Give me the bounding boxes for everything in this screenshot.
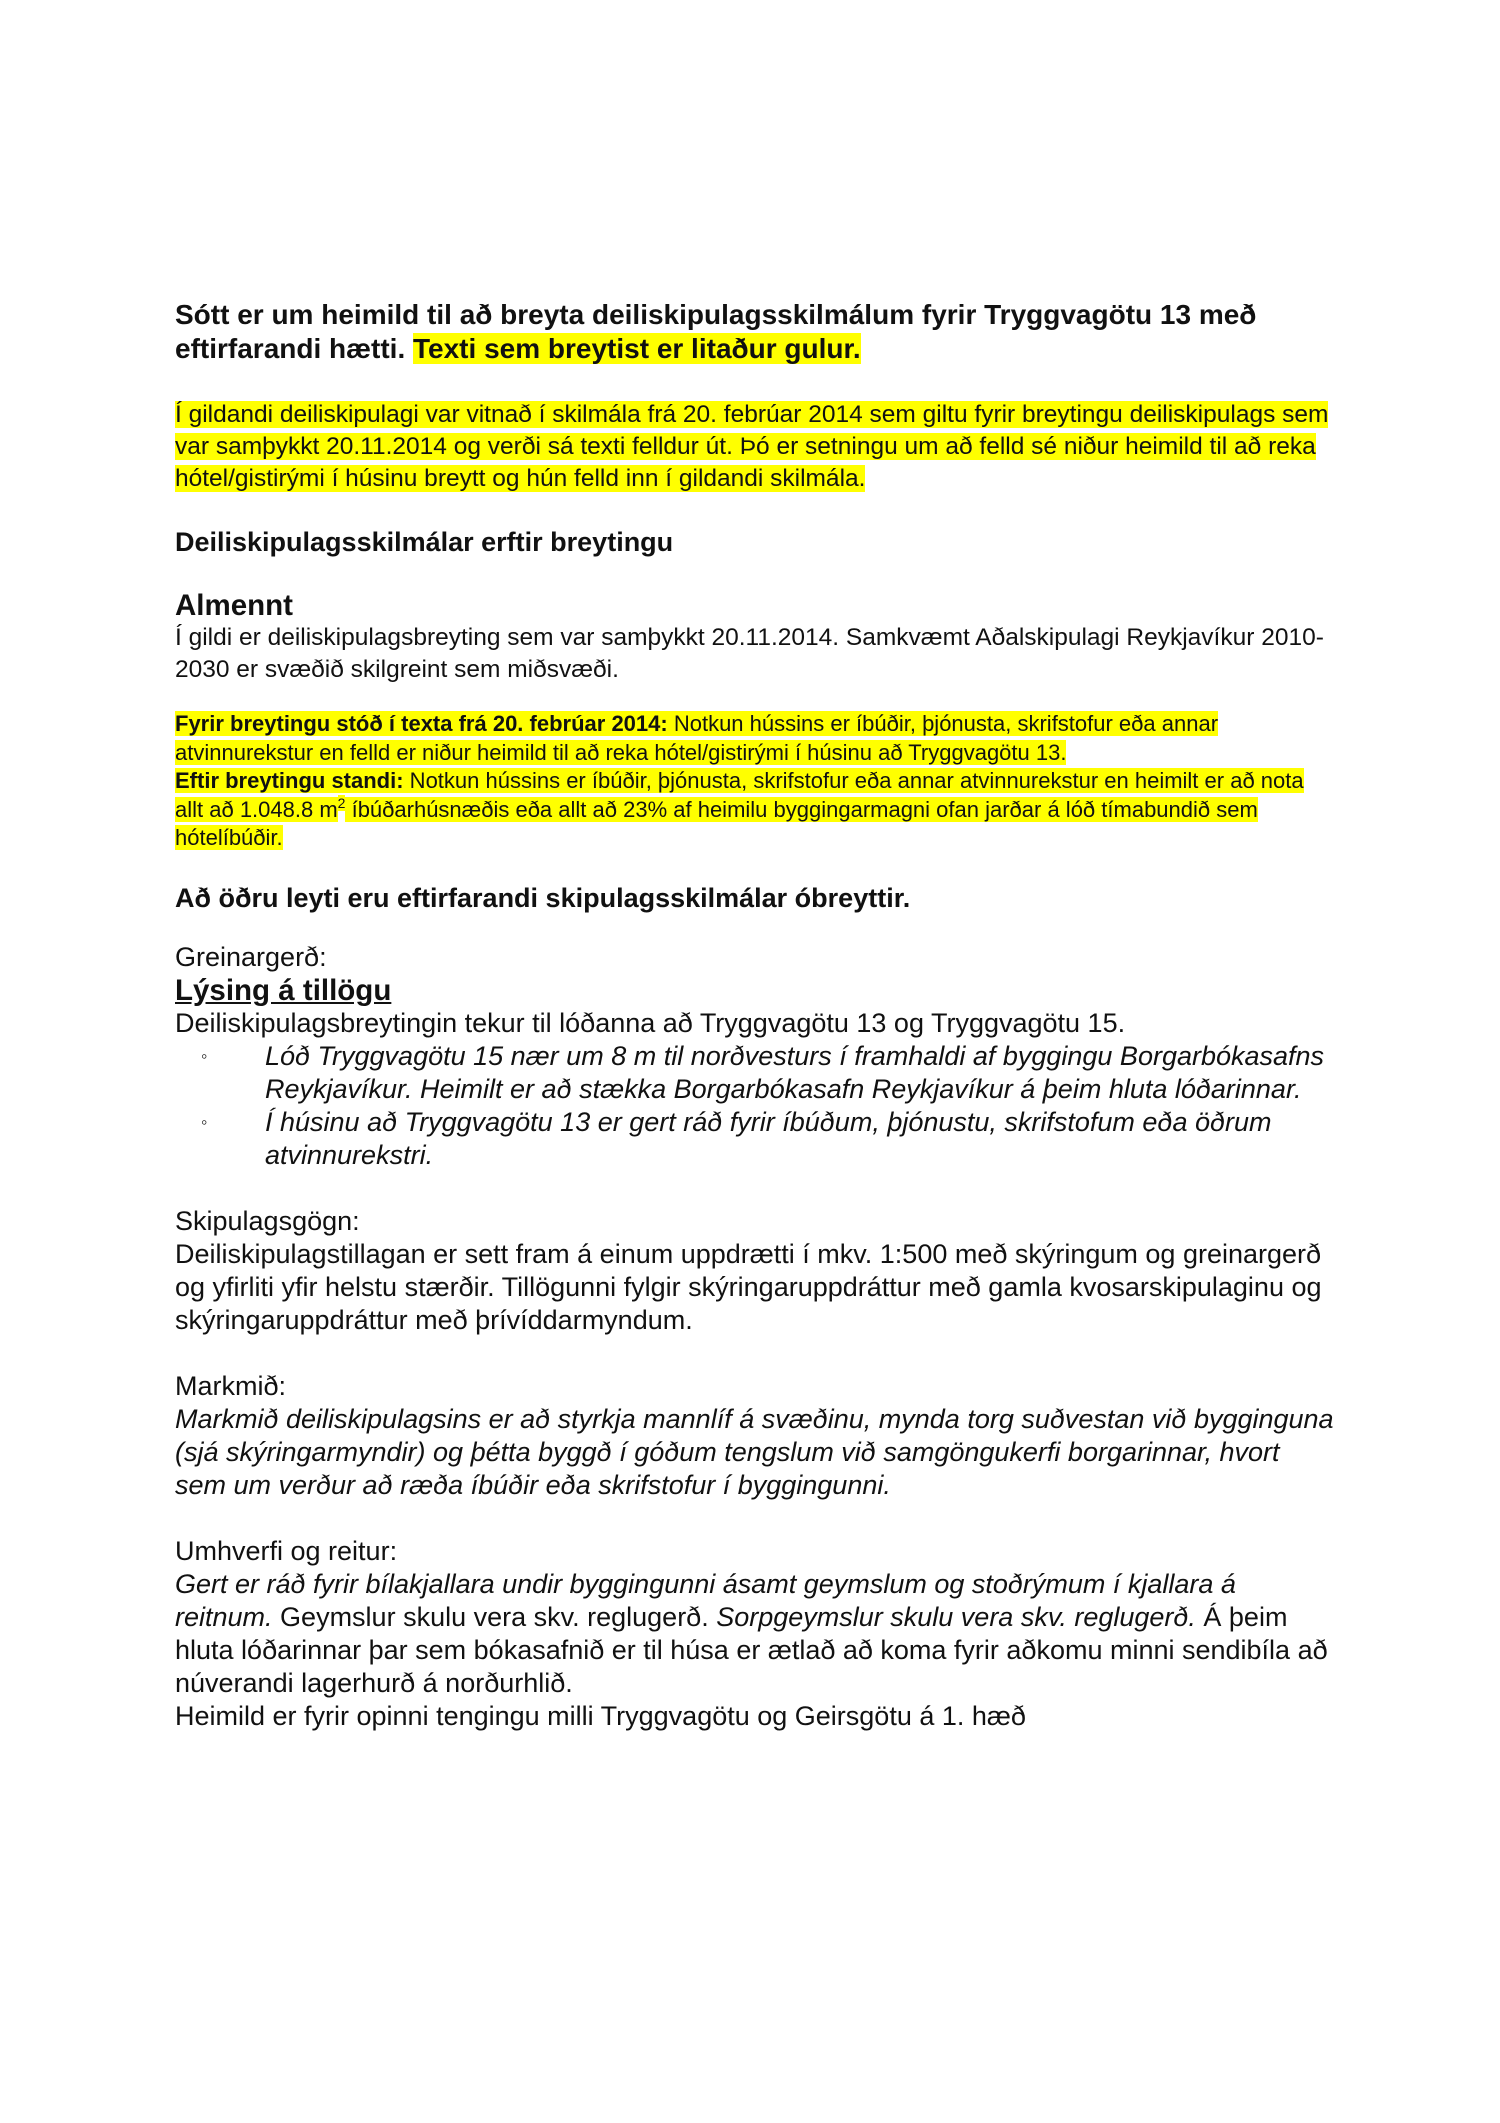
document-heading bbox=[175, 298, 1335, 366]
list-item-text: Í húsinu að Tryggvagötu 13 er gert ráð fyrir íbúðum, þjónustu, skrifstofum eða öðrum atvinnurekstri. bbox=[265, 1106, 1272, 1170]
before-text: Notkun hússins er íbúðir, þjónusta, skrifstofur eða annar atvinnurekstur en felld er niður heimild til að reka hótel/gistirými í húsinu að Tryggvagötu 13. bbox=[175, 711, 1219, 765]
unchanged-statement: Að öðru leyti eru eftirfarandi skipulagsskilmálar óbreyttir. bbox=[175, 882, 911, 913]
umhverfi-normal-1: Geymslur skulu vera skv. reglugerð. bbox=[272, 1601, 717, 1632]
change-paragraph bbox=[175, 710, 1335, 853]
intro-paragraph bbox=[175, 399, 1335, 495]
umhverfi-text bbox=[175, 1568, 1335, 1700]
intro-highlight: Í gildandi deiliskipulagi var vitnað í skilmála frá 20. febrúar 2014 sem giltu fyrir breytingu deiliskipulags sem var samþykkt 20.11.2014 og verði sá texti felldur út. Þó er setningu um að felld sé niður heimild til að reka hótel/gistirými í húsinu breytt og hún felld inn í gildandi skilmála. bbox=[175, 401, 1329, 492]
heading-text: Sótt er um heimild til að breyta deiliskipulagsskilmálum fyrir Tryggvagötu 13 með eftirfarandi hætti. bbox=[175, 299, 1257, 364]
skipulagsgogn-title: Skipulagsgögn: bbox=[175, 1205, 360, 1236]
after-text-1: Notkun hússins er íbúðir, þjónusta, skrifstofur eða annar atvinnurekstur en heimilt er að nota allt að 1.048.8 m bbox=[175, 768, 1304, 822]
list-item-text: Lóð Tryggvagötu 15 nær um 8 m til norðvesturs í framhaldi af byggingu Borgarbókasafns Reykjavíkur. Heimilt er að stækka Borgarbókasafn Reykjavíkur á þeim hluta lóðarinnar. bbox=[265, 1040, 1325, 1104]
greinargerd-text: Deiliskipulagsbreytingin tekur til lóðanna að Tryggvagötu 13 og Tryggvagötu 15. bbox=[175, 1007, 1126, 1038]
list-item bbox=[175, 1106, 1335, 1172]
almennt-text: Í gildi er deiliskipulagsbreyting sem var samþykkt 20.11.2014. Samkvæmt Aðalskipulagi Reykjavíkur 2010-2030 er svæðið skilgreint sem miðsvæði. bbox=[175, 624, 1324, 683]
almennt-title: Almennt bbox=[175, 589, 293, 622]
skipulagsgogn-text: Deiliskipulagstillagan er sett fram á einum uppdrætti í mkv. 1:500 með skýringum og greinargerð og yfirliti yfir helstu stærðir. Tillögunni fylgir skýringaruppdráttur með gamla kvosarskipulaginu og skýringaruppdráttur með þrívíddarmyndum. bbox=[175, 1238, 1322, 1335]
before-label: Fyrir breytingu stóð í texta frá 20. febrúar 2014: bbox=[175, 711, 668, 736]
umhverfi-italic-1: Gert er ráð fyrir bílakjallara undir byggingunni ásamt geymslum og stoðrýmum í kjallara á reitnum. bbox=[175, 1568, 1236, 1632]
greinargerd-title: Greinargerð: bbox=[175, 941, 327, 972]
umhverfi-last-line: Heimild er fyrir opinni tengingu milli Tryggvagötu og Geirsgötu á 1. hæð bbox=[175, 1700, 1026, 1731]
list-item bbox=[175, 1040, 1335, 1106]
after-text-2: íbúðarhúsnæðis eða allt að 23% af heimilu byggingarmagni ofan jarðar á lóð tímabundið sem hótelíbúðir. bbox=[175, 796, 1258, 850]
greinargerd-subtitle: Lýsing á tillögu bbox=[175, 973, 392, 1007]
markmid-text: Markmið deiliskipulagsins er að styrkja mannlíf á svæðinu, mynda torg suðvestan við bygginguna (sjá skýringarmyndir) og þétta byggð í góðum tengslum við samgöngukerfi borgarinnar, hvort sem um verður að ræða íbúðir eða skrifstofur í byggingunni. bbox=[175, 1403, 1334, 1500]
markmid-title: Markmið: bbox=[175, 1370, 287, 1401]
umhverfi-title: Umhverfi og reitur: bbox=[175, 1535, 398, 1566]
section-title: Deiliskipulagsskilmálar erftir breytingu bbox=[175, 527, 674, 557]
greinargerd-bullet-list bbox=[175, 1040, 1335, 1172]
bullet-icon: ◦ bbox=[201, 1111, 208, 1132]
document-page bbox=[175, 298, 1335, 1733]
after-label: Eftir breytingu standi: bbox=[175, 768, 404, 793]
heading-highlight: Texti sem breytist er litaður gulur. bbox=[413, 333, 861, 364]
umhverfi-italic-2: Sorpgeymslur skulu vera skv. reglugerð. bbox=[716, 1601, 1196, 1632]
umhverfi-normal-2: Á þeim hluta lóðarinnar þar sem bókasafnið er til húsa er ætlað að koma fyrir aðkomu minni sendibíla að núverandi lagerhurð á norðurhlið. bbox=[175, 1601, 1328, 1698]
bullet-icon: ◦ bbox=[201, 1045, 208, 1066]
after-superscript: 2 bbox=[337, 795, 346, 812]
